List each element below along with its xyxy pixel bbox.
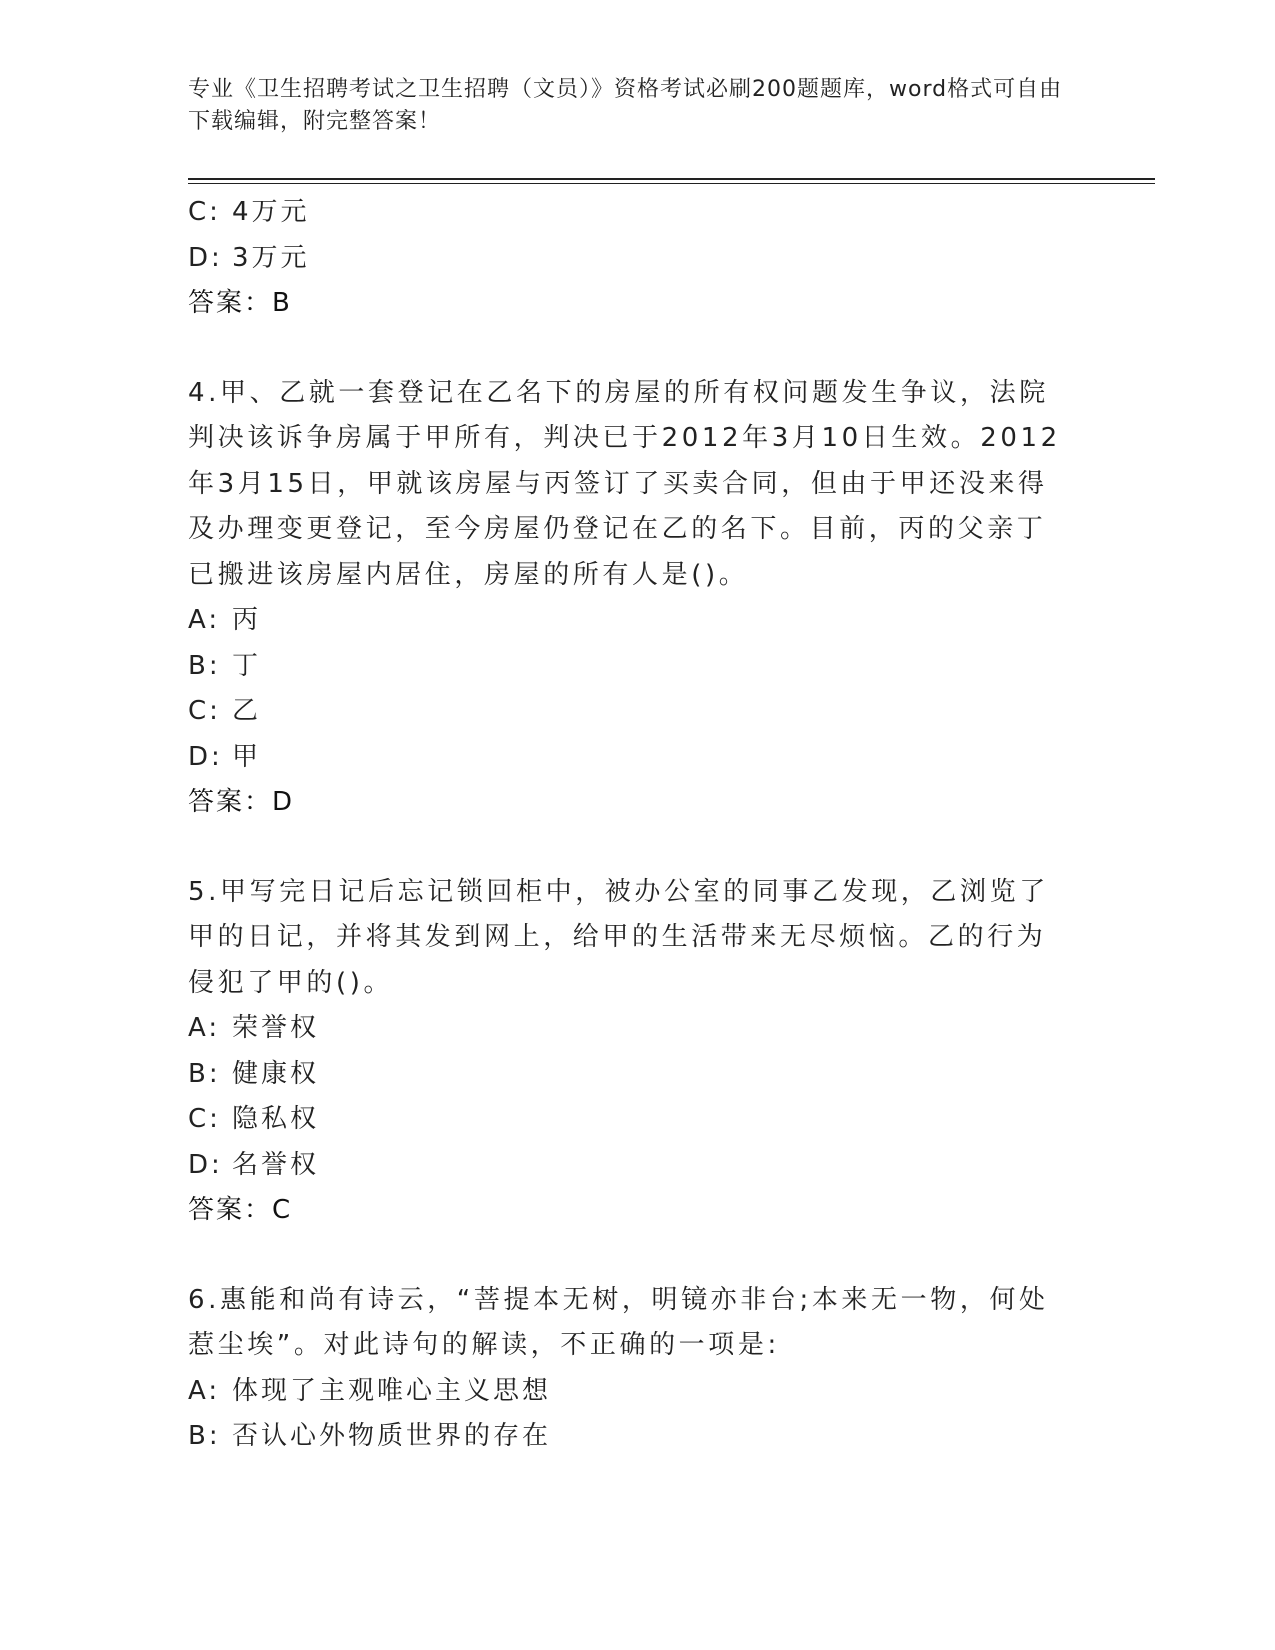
option-text: 丙 [232,605,262,635]
option-text: 4万元 [232,197,310,227]
question-stem: 5.甲写完日记后忘记锁回柜中，被办公室的同事乙发现，乙浏览了甲的日记，并将其发到网上，给甲的生活带来无尽烦恼。乙的行为侵犯了甲的()。 [188,876,1049,998]
option-text: 隐私权 [232,1104,320,1134]
answer-line: 答案：D [188,787,295,817]
option-text: 健康权 [232,1058,320,1089]
option-letter: A: [188,1013,221,1043]
option-a [188,598,1088,644]
option-letter: D: [188,242,223,273]
option-text: 名誉权 [232,1149,320,1180]
page-header [188,74,1068,138]
option-letter: C: [188,1104,221,1134]
option-b [188,1052,1088,1098]
question-stem: 4.甲、乙就一套登记在乙名下的房屋的所有权问题发生争议，法院判决该诉争房属于甲所有，判决已于2012年3月10日生效。2012年3月15日，甲就该房屋与丙签订了买卖合同，但由于甲还没来得及办理变更登记，至今房屋仍登记在乙的名下。目前，丙的父亲丁已搬进该房屋内居住，房屋的所有人是()。 [188,377,1061,590]
option-letter: B: [188,1058,221,1089]
question-stem: 6.惠能和尚有诗云，“菩提本无树，明镜亦非台;本来无一物，何处惹尘埃”。对此诗句的解读，不正确的一项是: [188,1284,1049,1360]
option-b [188,1414,1088,1460]
option-letter: D: [188,1149,223,1180]
option-c [188,689,1088,735]
option-letter: C: [188,696,221,726]
document-title: 专业《卫生招聘考试之卫生招聘（文员）》资格考试必刷200题题库，word格式可自由下载编辑，附完整答案！ [188,77,1063,134]
question-6 [188,1278,1088,1460]
option-letter: B: [188,1421,221,1451]
option-a [188,1006,1088,1052]
option-letter: C: [188,197,221,227]
question-5 [188,870,1088,1234]
option-text: 否认心外物质世界的存在 [232,1421,552,1451]
option-text: 3万元 [232,242,310,273]
option-c [188,190,1088,236]
option-text: 甲 [232,741,262,772]
option-letter: B: [188,650,221,681]
header-divider [188,178,1155,184]
option-text: 体现了主观唯心主义思想 [232,1375,552,1406]
option-text: 荣誉权 [232,1013,320,1043]
option-c [188,1097,1088,1143]
option-a [188,1369,1088,1415]
option-d [188,1143,1088,1189]
option-d [188,735,1088,781]
option-d [188,236,1088,282]
option-letter: A: [188,1375,221,1406]
question-4 [188,371,1088,826]
option-text: 乙 [232,696,262,726]
option-b [188,644,1088,690]
option-letter: D: [188,741,223,772]
answer-line: 答案：C [188,1195,293,1225]
question-content [188,190,1088,1460]
option-letter: A: [188,605,221,635]
answer-line: 答案：B [188,288,292,318]
continued-question [188,190,1088,327]
option-text: 丁 [232,650,262,681]
